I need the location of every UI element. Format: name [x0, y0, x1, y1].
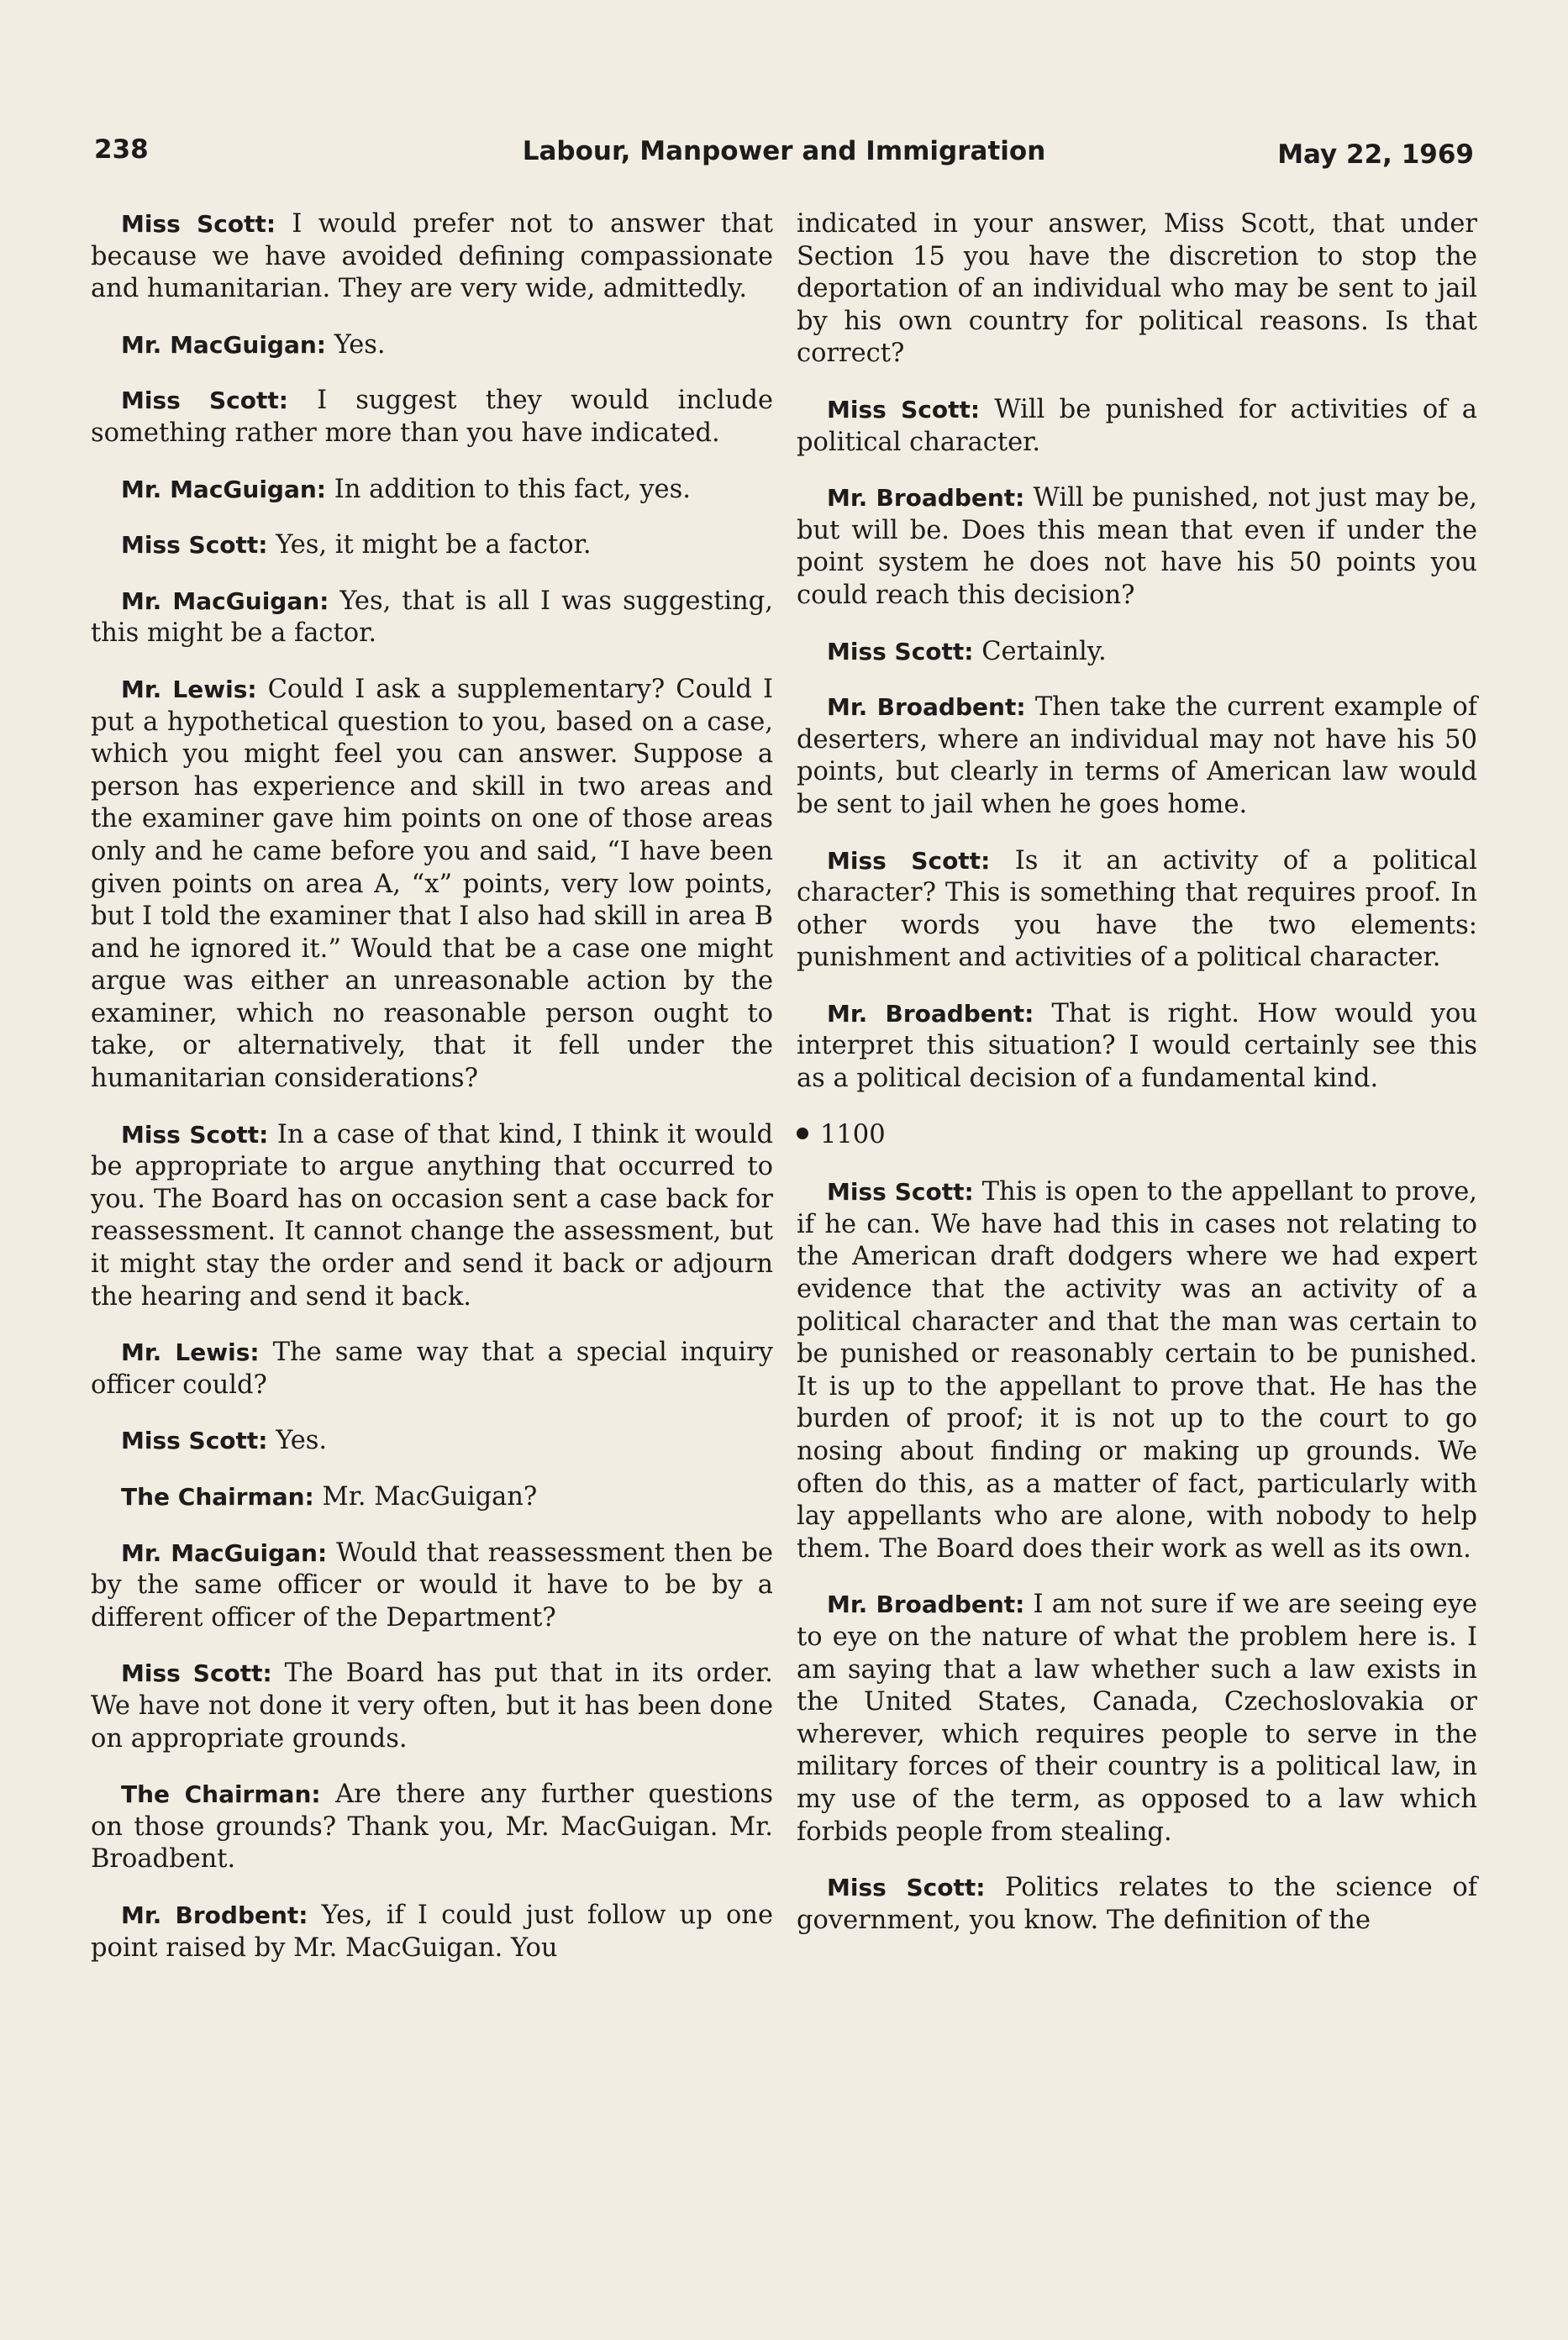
speaker-name: The Chairman: — [121, 1780, 321, 1809]
page-header — [94, 134, 1474, 185]
speaker-name: Mr. MacGuigan: — [121, 475, 327, 503]
page-number: 238 — [94, 134, 149, 165]
paragraph-text: Certainly. — [973, 636, 1107, 666]
right-column — [797, 208, 1477, 1960]
paragraph — [91, 208, 773, 306]
paragraph — [91, 586, 773, 650]
paragraph-text: Yes, that is all I was suggesting, this might be a factor. — [91, 586, 773, 649]
speaker-name: Miss Scott: — [827, 846, 991, 875]
paragraph — [797, 998, 1477, 1096]
paragraph-text: Will be punished, not just may be, but will be. Does this mean that even if under the point system he does not have his 50 points you could reach this decision? — [797, 483, 1478, 610]
paragraph — [91, 385, 773, 450]
paragraph-text: Yes, it might be a factor. — [267, 530, 592, 560]
speaker-name: Mr. Broadbent: — [827, 999, 1034, 1028]
paragraph — [91, 1481, 773, 1514]
paragraph-text: Could I ask a supplementary? Could I put a hypothetical question to you, based on a case, which you might feel you can answer. Suppose a person has experience and skill in two areas and the examiner gave him points on one of those areas only and he came before you and said, “I have been given points on area A, “x” points, very low points, but I told the examiner that I also had skill in area B and he ignored it.” Would that be a case one might argue was either an unreasonable action by the examiner, which no reasonable person ought to take, or alternatively, that it fell under the humanitarian considerations? — [91, 674, 773, 1094]
paragraph — [91, 1658, 773, 1755]
speaker-name: Miss Scott: — [121, 386, 288, 415]
speaker-name: The Chairman: — [121, 1483, 314, 1511]
page-title: Labour, Manpower and Immigration — [522, 136, 1046, 166]
speaker-name: Miss Scott: — [121, 531, 268, 560]
paragraph-text: I suggest they would include something rather more than you have indicated. — [91, 386, 773, 448]
left-column — [91, 208, 773, 1988]
paragraph-text: The Board has put that in its order. We have not done it very often, but it has been done on appropriate grounds. — [91, 1659, 774, 1754]
speaker-name: Mr. Brodbent: — [121, 1901, 308, 1929]
speaker-name: Miss Scott: — [121, 1659, 272, 1688]
paragraph — [91, 1538, 773, 1635]
paragraph-text: Then take the current example of deserters, where an individual may not have his 50 points, but clearly in terms of American law would be sent to jail when he goes home. — [797, 692, 1477, 819]
paragraph — [91, 1425, 773, 1458]
paragraph-text: indicated in your answer, Miss Scott, that under Section 15 you have the discretion to stop the deportation of an individual who may be sent to jail by his own country for political reasons. Is that correct? — [797, 209, 1477, 369]
speaker-name: Miss Scott: — [827, 1874, 986, 1902]
speaker-name: Miss Scott: — [121, 1427, 268, 1455]
paragraph-text: Yes. — [326, 329, 386, 360]
speaker-name: Miss Scott: — [827, 395, 981, 423]
paragraph — [797, 482, 1477, 612]
speaker-name: Miss Scott: — [827, 637, 974, 665]
paragraph — [797, 1176, 1477, 1565]
speaker-name: Mr. Broadbent: — [827, 484, 1025, 513]
paragraph-text: I would prefer not to answer that because we have avoided defining compassionate and humanitarian. They are very wide, admittedly. — [91, 209, 773, 304]
paragraph-text: That is right. How would you interpret this situation? I would certainly see this as a political decision of a fundamental kind. — [797, 998, 1478, 1094]
speaker-name: Mr. MacGuigan: — [121, 330, 327, 359]
paragraph — [797, 394, 1477, 459]
paragraph — [91, 329, 773, 362]
speaker-name: Miss Scott: — [121, 210, 276, 238]
paragraph — [91, 529, 773, 562]
paragraph — [91, 474, 773, 507]
paragraph — [91, 1119, 773, 1314]
speaker-name: Mr. Broadbent: — [827, 1591, 1025, 1619]
paragraph — [91, 1900, 773, 1964]
paragraph-text: Yes. — [267, 1426, 328, 1456]
paragraph-text: Will be punished for activities of a political character. — [797, 394, 1477, 457]
speaker-name: Miss Scott: — [121, 1120, 269, 1149]
speaker-name: Mr. Lewis: — [121, 675, 257, 703]
speaker-name: Mr. Broadbent: — [827, 693, 1026, 722]
time-marker — [797, 1119, 1477, 1152]
paragraph-text: Would that reassessment then be by the same officer or would it have to be by a different officer of the Department? — [91, 1538, 773, 1633]
paragraph-text: In a case of that kind, I think it would be appropriate to argue anything that occurred to you. The Board has on occasion sent a case back for reassessment. It cannot change the assessment, but it might stay the order and send it back or adjourn the hearing and send it back. — [91, 1119, 773, 1312]
page-date: May 22, 1969 — [1277, 139, 1474, 170]
paragraph-text: Mr. MacGuigan? — [313, 1482, 538, 1512]
paragraph — [797, 691, 1477, 821]
paragraph — [91, 674, 773, 1096]
paragraph — [797, 208, 1477, 371]
bullet-dot-icon — [797, 1128, 808, 1139]
paragraph-text: Is it an activity of a political character? This is something that requires proof. In other words you have the two elements: punishment and activities of a political character. — [797, 845, 1477, 973]
paragraph — [797, 1872, 1477, 1937]
time-marker-text: 1100 — [820, 1119, 886, 1149]
paragraph — [91, 1779, 773, 1876]
paragraph-text: Politics relates to the science of government, you know. The definition of the — [797, 1873, 1477, 1935]
paragraph-text: This is open to the appellant to prove, if he can. We have had this in cases not relating to the American draft dodgers where we had expert evidence that the activity was an activity of a political character and that the man was certain to be punished or reasonably certain to be punished. It is up to the appellant to prove that. He has the burden of proof; it is not up to the court to go nosing about finding or making up grounds. We often do this, as a matter of fact, particularly with lay appellants who are alone, with nobody to help them. The Board does their work as well as its own. — [797, 1177, 1477, 1564]
speaker-name: Mr. MacGuigan: — [121, 1538, 328, 1567]
paragraph-text: In addition to this fact, yes. — [326, 474, 691, 504]
paragraph-text: Yes, if I could just follow up one point raised by Mr. MacGuigan. You — [91, 1900, 773, 1963]
paragraph-text: Are there any further questions on those grounds? Thank you, Mr. MacGuigan. Mr. Broadbent. — [91, 1780, 773, 1875]
speaker-name: Miss Scott: — [827, 1178, 974, 1207]
paragraph — [797, 636, 1477, 669]
paragraph — [797, 845, 1477, 975]
paragraph-text: The same way that a special inquiry officer could? — [91, 1338, 773, 1400]
paragraph — [797, 1589, 1477, 1848]
paragraph — [91, 1337, 773, 1401]
speaker-name: Mr. Lewis: — [121, 1338, 260, 1367]
paragraph-text: I am not sure if we are seeing eye to eye on the nature of what the problem here is. I am saying that a law whether such a law exists in the United States, Canada, Czechoslovakia or wherever, which requires people to serve in the military forces of their country is a political law, in my use of the term, as opposed to a law which forbids people from stealing. — [797, 1590, 1477, 1847]
speaker-name: Mr. MacGuigan: — [121, 586, 329, 615]
